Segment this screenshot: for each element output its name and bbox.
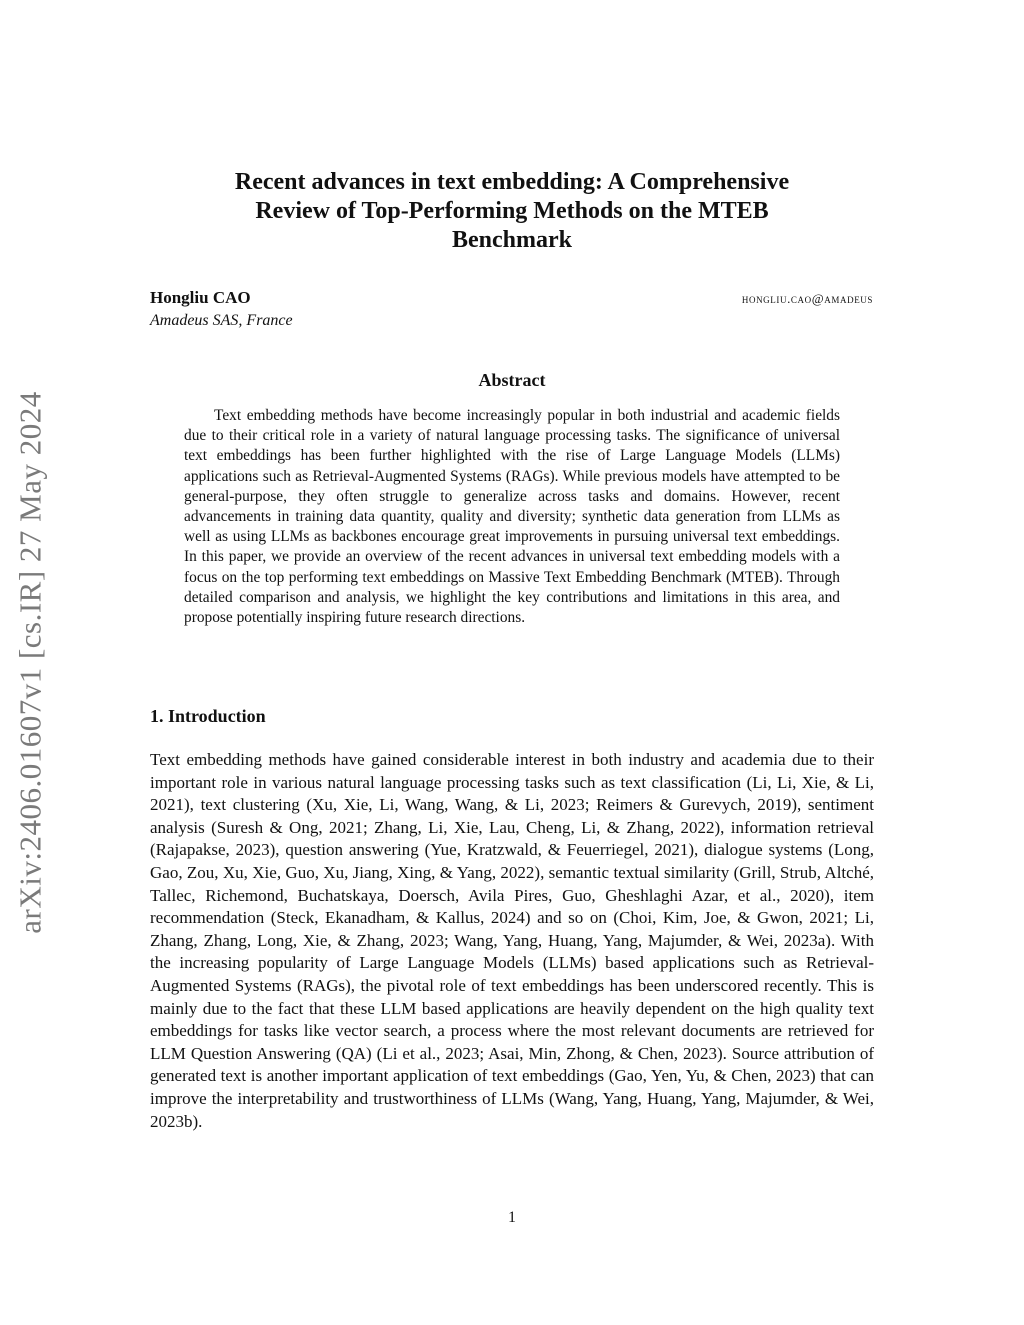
author-email[interactable]: hongliu.cao@amadeus [741,291,873,306]
title-line-3: Benchmark [452,227,572,253]
author-name: Hongliu CAO [150,288,251,307]
abstract-heading: Abstract [478,370,546,390]
title-line-2: Review of Top-Performing Methods on the MTEB [255,198,769,224]
title-line-1: Recent advances in text embedding: A Comprehensive [234,169,790,195]
abstract-text: Text embedding methods have become increasingly popular in both industrial and academic fields due to their critical role in a variety of natural language processing tasks. The significance of universal text embeddings has been further highlighted with the rise of Large Language Models (LLMs) applications such as Retrieval-Augmented Systems (RAGs). While previous models have attempted to be general-purpose, they often struggle to generalize across tasks and domains. However, recent advancements in training data quantity, quality and diversity; synthetic data generation from LLMs as well as using LLMs as backbones encourage great improvements in pursuing universal text embeddings. In this paper, we provide an overview of the recent advances in universal text embedding models with a focus on the top performing text embeddings on Massive Text Embedding Benchmark (MTEB). Through detailed comparison and analysis, we highlight the key contributions and limitations in this area, and propose potentially inspiring future research directions. [184,407,840,627]
introduction-paragraph: Text embedding methods have gained considerable interest in both industry and academia due to their important role in various natural language processing tasks such as text classification (Li, Li, Xie, & Li, 2021), text clustering (Xu, Xie, Li, Wang, Wang, & Li, 2023; Reimers & Gurevych, 2019), sentiment analysis (Suresh & Ong, 2021; Zhang, Li, Xie, Lau, Cheng, Li, & Zhang, 2022), information retrieval (Rajapakse, 2023), question answering (Yue, Kratzwald, & Feuerriegel, 2021), dialogue systems (Long, Gao, Zou, Xu, Xie, Guo, Xu, Jiang, Xing, & Yang, 2022), semantic textual similarity (Grill, Strub, Altché, Tallec, Richemond, Buchatskaya, Doersch, Avila Pires, Guo, Gheshlaghi Azar, et al., 2020), item recommendation (Steck, Ekanadham, & Kallus, 2024) and so on (Choi, Kim, Joe, & Gwon, 2021; Li, Zhang, Zhang, Long, Xie, & Zhang, 2023; Wang, Yang, Huang, Yang, Majumder, & Wei, 2023a). With the increasing popularity of Large Language Models (LLMs) based applications such as Retrieval-Augmented Systems (RAGs), the pivotal role of text embeddings has been underscored recently. This is mainly due to the fact that these LLM based applications are heavily dependent on the high quality text embeddings for tasks like vector search, a process where the most relevant documents are retrieved for LLM Question Answering (QA) (Li et al., 2023; Asai, Min, Zhong, & Chen, 2023). Source attribution of generated text is another important application of text embeddings (Gao, Yen, Yu, & Chen, 2023) that can improve the interpretability and trustworthiness of LLMs (Wang, Yang, Huang, Yang, Majumder, & Wei, 2023b). [150,750,874,1131]
section-heading-introduction: 1. Introduction [150,706,266,726]
arxiv-identifier-stamp[interactable]: arXiv:2406.01607v1 [cs.IR] 27 May 2024 [12,391,48,934]
author-affiliation: Amadeus SAS, France [150,312,293,329]
page-number: 1 [508,1209,516,1226]
paper-title [150,168,874,255]
